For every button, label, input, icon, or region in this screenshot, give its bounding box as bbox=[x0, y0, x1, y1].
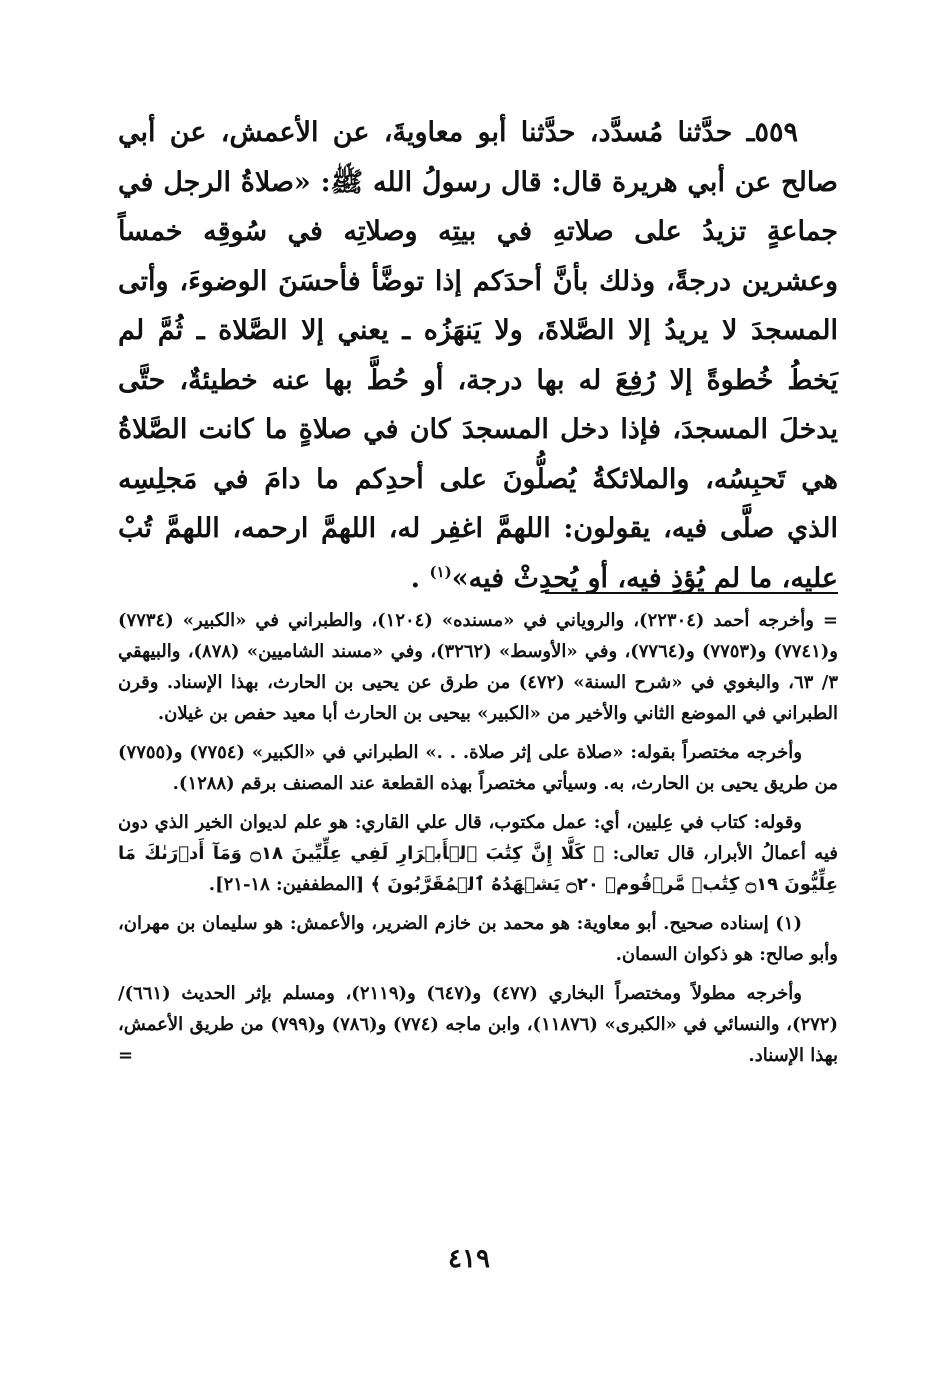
footnote-paragraph bbox=[118, 978, 838, 1071]
main-text bbox=[118, 108, 838, 603]
hadith-paragraph bbox=[118, 108, 838, 603]
footnote-text: وقوله: كتاب في عِليين، أي: عمل مكتوب، قال علي القاري: هو علم لديوان الخير الذي دون فيه أعمالُ الأبرار، قال تعالى: bbox=[118, 812, 838, 864]
footnote-paragraph: وأخرجه مختصراً بقوله: «صلاة على إثر صلاة. . .» الطبراني في «الكبير» (٧٧٥٤) و(٧٧٥٥) من طريق يحيى بن الحارث، به. وسيأتي مختصراً بهذه القطعة عند المصنف برقم (١٢٨٨). bbox=[118, 742, 838, 794]
footnote-paragraph: (١) إسناده صحيح. أبو معاوية: هو محمد بن خازم الضرير، والأعمش: هو سليمان بن مهران، وأبو صالح: هو ذكوان السمان. bbox=[118, 913, 838, 965]
hadith-text: ـ حدَّثنا مُسدَّد، حدَّثنا أبو معاويةَ، عن الأعمش، عن أبي صالح عن أبي هريرة قال: قال رسولُ الله ﷺ: «صلاةُ الرجل في جماعةٍ تزيدُ على صلاتهِ في بيتِه وصلاتِه في سُوقِه خمساً وعشرين درجةً، وذلك بأنَّ أحدَكم إذا توضَّأ فأحسَنَ الوضوءَ، وأتى المسجدَ لا يريدُ إلا الصَّلاةَ، ولا يَنهَزُه ـ يعني إلا الصَّلاة ـ ثُمَّ لم يَخطُ خُطوةً إلا رُفِعَ له بها درجة، أو حُطَّ بها عنه خطيئةٌ، حتَّى يدخلَ المسجدَ، فإذا دخل المسجدَ كان في صلاةٍ ما كانت الصَّلاةُ هي تَحبِسُه، والملائكةُ يُصلُّونَ على أحدِكم ما دامَ في مَجلِسِه الذي صلَّى فيه، يقولون: اللهمَّ اغفِر له، اللهمَّ ارحمه، اللهمَّ تُبْ عليه، ما لم يُؤذِ فيه، أو يُحدِثْ فيه» bbox=[118, 117, 838, 594]
quran-verse: ﴿ كَلَّا إِنَّ كِتَٰبَ ٱلۡأَبۡرَارِ لَفِي عِلِّيِّينَ ۝١٨ وَمَآ أَدۡرَىٰكَ مَا عِلِّيُّونَ ۝١٩ كِتَٰبٞ مَّرۡقُومٞ ۝٢٠ يَشۡهَدُهُ ٱلۡمُقَرَّبُونَ ﴾ bbox=[118, 843, 838, 895]
hadith-number: ٥٥٩ bbox=[754, 117, 798, 148]
page-number: ٤١٩ bbox=[448, 1244, 490, 1274]
footnote-text: وأخرجه مطولاً ومختصراً البخاري (٤٧٧) و(٦٤٧) و(٢١١٩)، ومسلم بإثر الحديث (٦٦١)/ (٢٧٢)، والنسائي في «الكبرى» (١١٨٧٦)، وابن ماجه (٧٧٤) و(٧٨٦) و(٧٩٩) من طريق الأعمش، بهذا الإسناد. bbox=[118, 983, 839, 1066]
footnote-paragraph bbox=[118, 605, 838, 729]
footnote-paragraph bbox=[118, 807, 838, 900]
hadith-end: . bbox=[410, 562, 430, 594]
verse-reference: [المطففين: ١٨-٢١]. bbox=[208, 874, 371, 895]
footnote-ref: (١) bbox=[429, 562, 452, 581]
continues-mark: = bbox=[118, 1045, 134, 1066]
continued-mark: = bbox=[822, 610, 839, 631]
hadith-block bbox=[118, 108, 838, 603]
footnotes bbox=[118, 605, 838, 1071]
footnote-text: وأخرجه أحمد (٢٢٣٠٤)، والروياني في «مسنده» (١٢٠٤)، والطبراني في «الكبير» (٧٧٣٤) و(٧٧٤١) و(٧٧٥٣) و(٧٧٦٤)، وفي «الأوسط» (٣٢٦٢)، وفي «مسند الشاميين» (٨٧٨)، والبيهقي ٣/ ٦٣، والبغوي في «شرح السنة» (٤٧٢) من طرق عن يحيى بن الحارث، بهذا الإسناد. وقرن الطبراني في الموضع الثاني والأخير من «الكبير» بيحيى بن الحارث أبا معيد حفص بن غيلان. bbox=[118, 610, 838, 724]
footnote-divider bbox=[545, 592, 838, 594]
